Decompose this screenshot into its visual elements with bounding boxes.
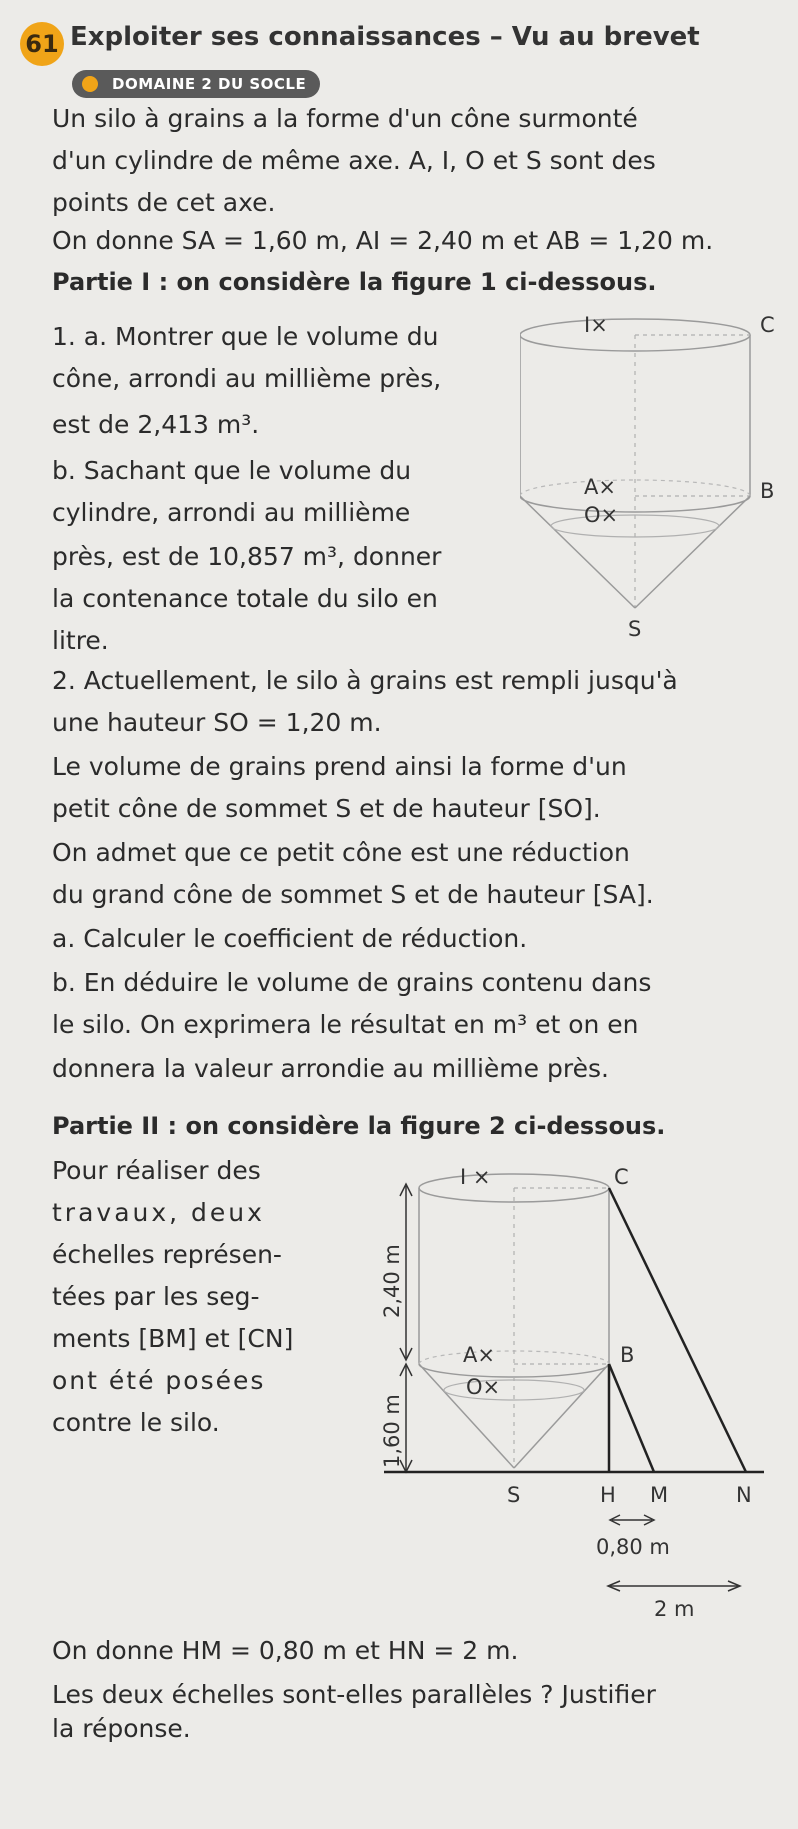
- ladder-BM: [609, 1364, 654, 1472]
- q2-line: On admet que ce petit cône est une réduction: [52, 838, 630, 867]
- exercise-number: 61: [20, 22, 64, 66]
- dim-SA-label: 1,60 m: [380, 1394, 404, 1468]
- part2-text-line: travaux, deux: [52, 1198, 265, 1227]
- question-line: la réponse.: [52, 1714, 191, 1743]
- figure-1: [520, 308, 782, 648]
- label-A: A×: [463, 1343, 495, 1367]
- intro-line: d'un cylindre de même axe. A, I, O et S sont des: [52, 146, 656, 175]
- label-M: M: [650, 1483, 669, 1507]
- q2-line: 2. Actuellement, le silo à grains est rempli jusqu'à: [52, 666, 678, 695]
- q1b-line: b. Sachant que le volume du: [52, 456, 412, 485]
- q1a-line: 1. a. Montrer que le volume du: [52, 322, 439, 351]
- q2-line: du grand cône de sommet S et de hauteur [SA].: [52, 880, 654, 909]
- label-S: S: [507, 1483, 521, 1507]
- question-line: Les deux échelles sont-elles parallèles ? Justifier: [52, 1680, 656, 1709]
- label-H: H: [600, 1483, 616, 1507]
- label-N: N: [736, 1483, 752, 1507]
- figure-2: [364, 1168, 784, 1628]
- part2-text-line: tées par les seg-: [52, 1282, 260, 1311]
- q1a-line: cône, arrondi au millième près,: [52, 364, 442, 393]
- q1b-line: litre.: [52, 626, 109, 655]
- label-C: C: [614, 1168, 629, 1189]
- label-I: I ×: [460, 1168, 491, 1189]
- q1b-line: près, est de 10,857 m³, donner: [52, 542, 442, 571]
- label-S: S: [628, 617, 642, 641]
- part2-text-line: ments [BM] et [CN]: [52, 1324, 294, 1353]
- q2a-line: a. Calculer le coefficient de réduction.: [52, 924, 528, 953]
- q1b-line: cylindre, arrondi au millième: [52, 498, 411, 527]
- intro-line: Un silo à grains a la forme d'un cône surmonté: [52, 104, 638, 133]
- dim-HM-label: 0,80 m: [596, 1535, 670, 1559]
- label-C: C: [760, 313, 775, 337]
- part2-heading: Partie II : on considère la figure 2 ci-dessous.: [52, 1112, 666, 1140]
- q2-line: petit cône de sommet S et de hauteur [SO].: [52, 794, 601, 823]
- label-A: A×: [584, 475, 616, 499]
- q2-line: une hauteur SO = 1,20 m.: [52, 708, 382, 737]
- label-B: B: [620, 1343, 635, 1367]
- part2-text-line: Pour réaliser des: [52, 1156, 261, 1185]
- intro-line: points de cet axe.: [52, 188, 276, 217]
- dim-AI-label: 2,40 m: [380, 1244, 404, 1318]
- dim-HN-label: 2 m: [654, 1597, 695, 1621]
- ladder-CN: [609, 1188, 746, 1472]
- label-I: I×: [584, 313, 608, 337]
- badge-dot-icon: [82, 76, 98, 92]
- exercise-title: Exploiter ses connaissances – Vu au brevet: [70, 22, 700, 52]
- label-O: O×: [584, 503, 619, 527]
- q2-line: Le volume de grains prend ainsi la forme d'un: [52, 752, 627, 781]
- intro-line: On donne SA = 1,60 m, AI = 2,40 m et AB = 1,20 m.: [52, 226, 714, 255]
- label-B: B: [760, 479, 775, 503]
- q1b-line: la contenance totale du silo en: [52, 584, 438, 613]
- badge-label: DOMAINE 2 DU SOCLE: [112, 75, 307, 93]
- domain-badge: [72, 70, 320, 98]
- part1-heading: Partie I : on considère la figure 1 ci-dessous.: [52, 268, 657, 296]
- cone-right: [635, 496, 750, 608]
- part2-text-line: ont été posées: [52, 1366, 266, 1395]
- q2b-line: b. En déduire le volume de grains contenu dans: [52, 968, 652, 997]
- label-O: O×: [466, 1375, 501, 1399]
- q2b-line: le silo. On exprimera le résultat en m³ et on en: [52, 1010, 639, 1039]
- part2-text-line: contre le silo.: [52, 1408, 220, 1437]
- q2b-line: donnera la valeur arrondie au millième près.: [52, 1054, 609, 1083]
- given-line: On donne HM = 0,80 m et HN = 2 m.: [52, 1636, 519, 1665]
- q1a-line: est de 2,413 m³.: [52, 410, 260, 439]
- part2-text-line: échelles représen-: [52, 1240, 282, 1269]
